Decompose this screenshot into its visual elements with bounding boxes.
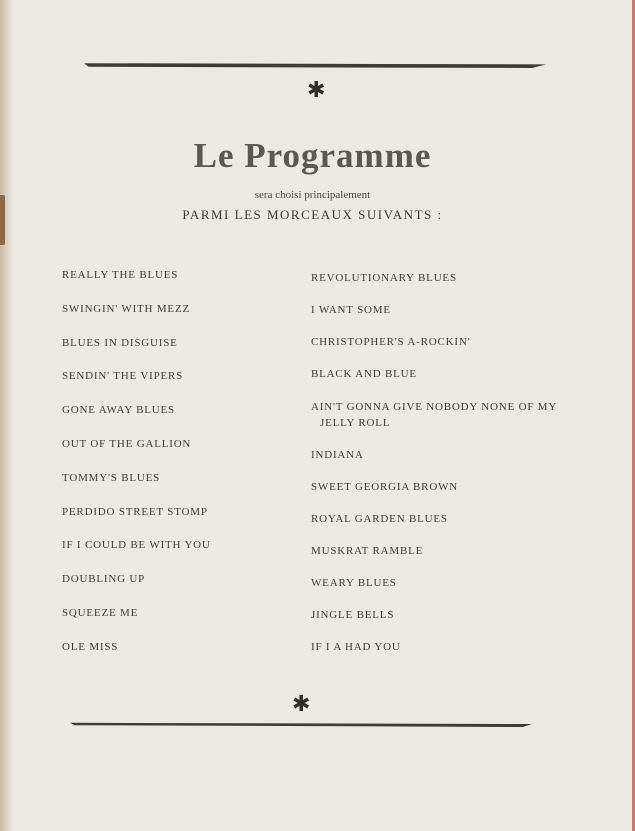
- song-item: REALLY THE BLUES: [62, 269, 179, 281]
- subtitle: sera choisi principalement: [254, 189, 371, 201]
- song-item: REVOLUTIONARY BLUES: [311, 272, 457, 284]
- song-item: JINGLE BELLS: [311, 609, 395, 621]
- song-item: SENDIN' THE VIPERS: [62, 370, 184, 383]
- song-item: TOMMY'S BLUES: [62, 471, 161, 484]
- bottom-star-ornament-icon: ✱: [292, 692, 311, 717]
- song-item: PERDIDO STREET STOMP: [62, 505, 208, 518]
- song-item-line1: AIN'T GONNA GIVE NOBODY NONE OF MY: [311, 401, 558, 413]
- section-heading: PARMI LES MORCEAUX SUIVANTS :: [182, 207, 443, 222]
- top-rule: [84, 62, 546, 68]
- song-item: BLUES IN DISGUISE: [62, 336, 178, 349]
- song-item: IF I A HAD YOU: [311, 641, 401, 653]
- song-item: DOUBLING UP: [62, 573, 146, 586]
- page-title: Le Programme: [193, 136, 432, 175]
- right-song-list: [311, 271, 557, 672]
- song-item: WEARY BLUES: [311, 577, 397, 589]
- song-item: OUT OF THE GALLION: [62, 437, 192, 450]
- song-item: OLE MISS: [62, 640, 119, 653]
- song-item: SQUEEZE ME: [62, 606, 139, 619]
- song-item: [311, 399, 557, 448]
- page-gutter-shadow: [0, 0, 14, 831]
- left-song-list: [62, 268, 211, 674]
- song-item: MUSKRAT RAMBLE: [311, 545, 424, 557]
- song-item: GONE AWAY BLUES: [62, 404, 175, 417]
- top-star-ornament-icon: ✱: [307, 78, 326, 103]
- bottom-rule: [70, 721, 532, 727]
- song-item: SWEET GEORGIA BROWN: [311, 481, 458, 493]
- song-item: SWINGIN' WITH MEZZ: [62, 302, 190, 315]
- song-item: CHRISTOPHER'S A-ROCKIN': [311, 336, 471, 348]
- song-item: IF I COULD BE WITH YOU: [62, 539, 211, 552]
- song-item: ROYAL GARDEN BLUES: [311, 513, 448, 525]
- song-item: I WANT SOME: [311, 304, 391, 316]
- song-item-line2: JELLY ROLL: [320, 417, 391, 429]
- song-item: INDIANA: [311, 449, 364, 461]
- song-item: BLACK AND BLUE: [311, 368, 417, 380]
